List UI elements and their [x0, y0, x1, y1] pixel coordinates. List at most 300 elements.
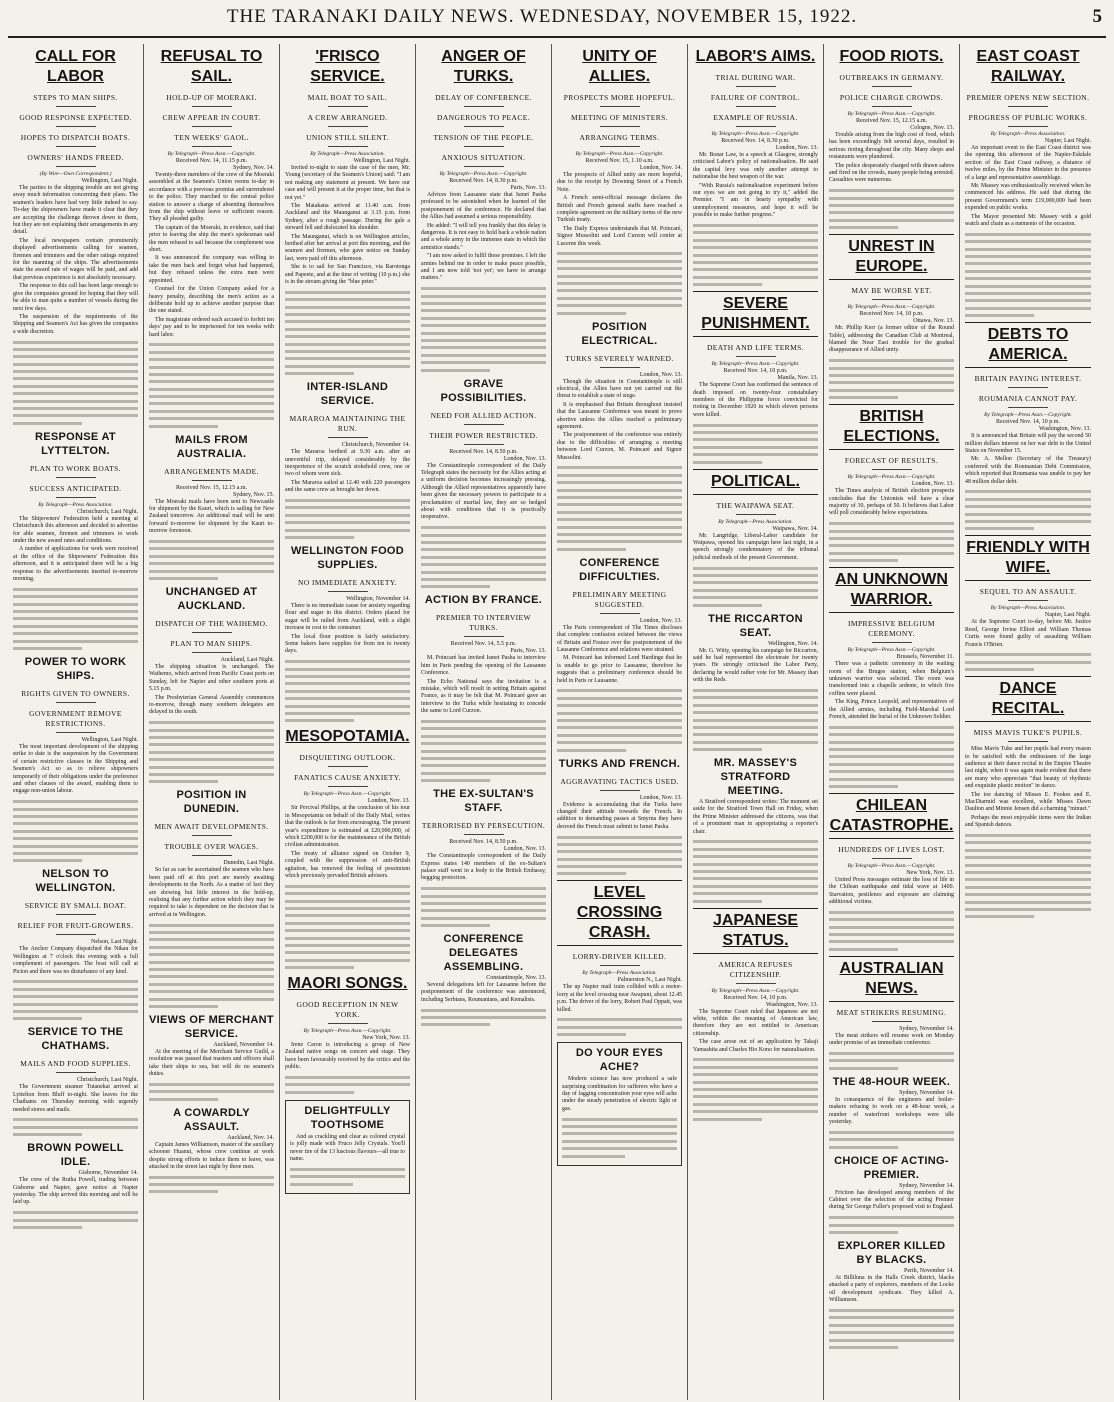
- illegible-text: [965, 233, 1091, 317]
- headline: EAST COAST RAILWAY.: [976, 48, 1080, 85]
- paragraph: "I am now asked to fulfil these promises. I left the armies behind me in order to make peace possible, and I am now told 'not yet'; we have to arrange matters.": [421, 253, 546, 282]
- text-line: [421, 295, 546, 298]
- illegible-text: [285, 499, 410, 539]
- article: [285, 974, 410, 1094]
- subheading: A CREW ARRANGED.: [285, 113, 410, 127]
- text-line: [13, 988, 138, 991]
- text-line: [557, 836, 682, 839]
- article: [557, 47, 682, 315]
- text-line: [829, 763, 954, 766]
- text-line: [421, 757, 546, 760]
- text-line: [829, 396, 898, 399]
- text-line: [149, 924, 274, 927]
- text-line: [421, 902, 546, 905]
- headline: THE EX-SULTAN'S STAFF.: [433, 788, 534, 815]
- subheading: RIGHTS GIVEN TO OWNERS.: [13, 689, 138, 703]
- paragraph: And as crackling and clear as colored crystal is jolly made with Fruco Jelly Crystals. You'll never tire of the 13 luscious flavours—all true to name.: [290, 1133, 405, 1163]
- credit-line: By Telegraph—Press Assn.—Copyright.: [984, 412, 1072, 419]
- text-line: [285, 668, 410, 671]
- illegible-text: [693, 224, 818, 286]
- text-line: [829, 911, 954, 914]
- text-line: [149, 1176, 274, 1179]
- headline: UNITY OF ALLIES.: [582, 48, 657, 85]
- text-line: [285, 343, 410, 346]
- dateline: Auckland, Last Night.: [220, 657, 274, 663]
- text-line: [149, 547, 274, 550]
- subheading: DISPATCH OF THE WAIHEMO.: [149, 619, 274, 633]
- illegible-text: [149, 1083, 274, 1101]
- text-line: [965, 520, 1091, 523]
- masthead-title: THE TARANAKI DAILY NEWS. WEDNESDAY, NOVEMBER 15, 1922.: [226, 6, 858, 27]
- headline: LABOR'S AIMS.: [695, 48, 816, 65]
- text-line: [829, 359, 954, 362]
- text-line: [557, 726, 682, 729]
- illegible-text: [421, 887, 546, 927]
- text-line: [693, 283, 762, 286]
- subheading: OUTBREAKS IN GERMANY.: [829, 73, 954, 87]
- article: [965, 47, 1091, 317]
- text-line: [421, 563, 546, 566]
- text-line: [829, 1309, 954, 1312]
- credit-line: By Telegraph—Press Assn.—Copyright.: [439, 171, 528, 177]
- text-line: [149, 931, 274, 934]
- text-line: [693, 604, 762, 607]
- illegible-text: [693, 424, 818, 464]
- text-line: [149, 562, 274, 565]
- subheading: DISQUIETING OUTLOOK.: [285, 753, 410, 767]
- text-line: [693, 741, 818, 744]
- text-line: [421, 361, 546, 364]
- article: [421, 932, 546, 1026]
- text-line: [965, 307, 1091, 310]
- subheading: FANATICS CAUSE ANXIETY.: [285, 773, 410, 787]
- headline: CHILEAN CATASTROPHE.: [829, 793, 954, 839]
- text-line: [557, 704, 682, 707]
- dateline: New York, Nov. 13.: [362, 1035, 410, 1042]
- received-line: Received Nov. 14, 10 p.m.: [723, 368, 788, 375]
- headline: POWER TO WORK SHIPS.: [24, 655, 127, 682]
- text-line: [13, 1010, 138, 1013]
- text-line: [829, 211, 954, 214]
- text-line: [693, 840, 818, 843]
- dateline: Ottawa, Nov. 13.: [913, 318, 954, 325]
- text-line: [693, 231, 818, 234]
- text-line: [557, 741, 682, 744]
- text-line: [693, 892, 818, 895]
- text-line: [557, 872, 626, 875]
- text-line: [562, 1118, 677, 1121]
- credit-line: By Telegraph—Press Association.: [582, 970, 657, 977]
- headline: JAPANESE STATUS.: [693, 908, 818, 954]
- paragraph: Sir Percival Phillips, at the conclusion of his tour in Mesopotamia on behalf of the Daily Mail, writes that the outlook is far from encouraging. The present year's expenditure is estimated at £20,000,000, of which £200,000 is for the maintenance of the British civilian administration.: [285, 805, 410, 849]
- article: [13, 1025, 138, 1136]
- text-line: [829, 1067, 898, 1070]
- text-line: [829, 741, 954, 744]
- headline: POSITION IN DUNEDIN.: [176, 789, 247, 816]
- text-line: [557, 511, 682, 514]
- text-line: [13, 1126, 138, 1129]
- text-line: [829, 778, 954, 781]
- subheading: MISS MAVIS TUKE'S PUPILS.: [965, 728, 1091, 742]
- illegible-text: [421, 526, 546, 588]
- text-line: [829, 1131, 954, 1134]
- page-number: 5: [1092, 6, 1102, 27]
- illegible-text: [562, 1118, 677, 1158]
- illegible-text: [965, 653, 1091, 671]
- subheading: MAILS AND FOOD SUPPLIES.: [13, 1059, 138, 1073]
- subheading: PLAN TO WORK BOATS.: [13, 464, 138, 478]
- text-line: [13, 980, 138, 983]
- paragraph: The Government steamer Tutanekai arrived at Lyttelton from Bluff to-night. She leaves for the Chathams on Thursday morning with urgently needed stores and mails.: [13, 1084, 138, 1113]
- text-line: [693, 1103, 818, 1106]
- dateline: Paris, Nov. 13.: [510, 648, 546, 655]
- paragraph: The Constantinople correspondent of the Daily Express states 140 members of the ex-Sultan's palace staff went in a body to the British Embassy, begging protection.: [421, 853, 546, 882]
- illegible-text: [557, 836, 682, 876]
- subheading: TERRORISED BY PERSECUTION.: [421, 821, 546, 835]
- paragraph: At the meeting of the Merchant Service Guild, a resolution was passed that masters and officers shall take their ships to sea, but will do no seamen's duties.: [149, 1048, 274, 1078]
- text-line: [557, 533, 682, 536]
- text-line: [13, 632, 138, 635]
- article: [421, 47, 546, 372]
- illegible-text: [13, 341, 138, 425]
- text-line: [557, 297, 682, 300]
- text-line: [693, 877, 818, 880]
- dateline: London, Nov. 13.: [639, 617, 682, 624]
- subheading: MEAT STRIKERS RESUMING.: [829, 1008, 954, 1022]
- text-line: [149, 358, 274, 361]
- text-line: [557, 518, 682, 521]
- credit-line: By Telegraph—Press Association.: [718, 518, 793, 525]
- subheading: SEQUEL TO AN ASSAULT.: [965, 587, 1091, 601]
- column: [688, 44, 824, 1400]
- article: [13, 655, 138, 862]
- text-line: [13, 1219, 138, 1222]
- headline: UNREST IN EUROPE.: [829, 234, 954, 280]
- headline: CONFERENCE DELEGATES ASSEMBLING.: [443, 933, 524, 974]
- text-line: [829, 530, 954, 533]
- text-line: [557, 712, 682, 715]
- paragraph: M. Poincaré has invited Ismet Pasha to interview him in Paris pending the opening of the Lausanne Conference.: [421, 655, 546, 677]
- text-line: [149, 983, 274, 986]
- paragraph: Mr. G. Witty, opening his campaign for Riccarton, said he had represented the electorate for twenty years. He strongly criticised the Labor Party, declaring he would rather vote for Mr. Massey than with the Reds.: [693, 647, 818, 684]
- paragraph: The Shipowners' Federation held a meeting at Christchurch this afternoon and decided to advertise for able seamen, firemen and trimmers to work under the new award rates and conditions.: [13, 515, 138, 545]
- received-line: Received Nov. 15, 1.10 a.m.: [585, 158, 654, 164]
- text-line: [13, 377, 138, 380]
- text-line: [421, 909, 546, 912]
- paragraph: So far as can be ascertained the seamen who have been paid off at this port are merely awaiting developments in the North. As a matter of fact they are showing but little interest in the hold-up, realising that any further action which they may be required to take is dependent on the decision that is arrived at in Wellington.: [149, 867, 274, 918]
- paragraph: The Mararoa berthed at 9.30 a.m. after an uneventful trip, delayed considerably by the inexperience of the scratch stokehold crew, one or two of whom were sick.: [285, 449, 410, 478]
- text-line: [693, 855, 818, 858]
- dateline: Sydney, November 14.: [899, 1182, 954, 1189]
- text-line: [285, 944, 410, 947]
- text-line: [285, 914, 410, 917]
- text-line: [693, 276, 818, 279]
- text-line: [421, 369, 490, 372]
- text-line: [557, 267, 682, 270]
- text-line: [149, 766, 274, 769]
- illegible-text: [149, 343, 274, 427]
- paragraph: The Daily Express understands that M. Poincaré, Signor Mussolini and Lord Curzon will confer at Lucerne this week.: [557, 225, 682, 247]
- dateline: Brussels, November 11.: [896, 654, 954, 661]
- article: [285, 380, 410, 539]
- paragraph: Mr. Phillip Kerr (a former editor of the Round Table), addressing the Canadian Club at Montreal, blamed the Near East trouble for the gradual disappearance of Allied unity.: [829, 325, 954, 354]
- text-line: [285, 719, 354, 722]
- paragraph: The suspension of the requirements of the Shipping and Seamen's Act has given the companies a wide discretion.: [13, 313, 138, 335]
- dateline: Napier, Last Night.: [1044, 612, 1091, 619]
- text-line: [421, 317, 546, 320]
- text-line: [285, 328, 410, 331]
- dateline: Washington, Nov. 13.: [766, 1001, 818, 1008]
- text-line: [965, 864, 1091, 867]
- text-line: [562, 1147, 677, 1150]
- text-line: [285, 892, 410, 895]
- text-line: [965, 653, 1091, 656]
- text-line: [285, 291, 410, 294]
- text-line: [557, 289, 682, 292]
- text-line: [693, 438, 818, 441]
- column: [280, 44, 416, 1400]
- credit-line: By Telegraph—Press Assn.—Copyright.: [847, 474, 936, 481]
- text-line: [13, 647, 82, 650]
- headline: ANGER OF TURKS.: [441, 48, 526, 85]
- article: [557, 880, 682, 1036]
- column: [8, 44, 144, 1400]
- illegible-text: [829, 189, 954, 229]
- illegible-text: [829, 522, 954, 562]
- text-line: [285, 929, 410, 932]
- illegible-text: [829, 726, 954, 788]
- text-line: [149, 953, 274, 956]
- dateline: Sydney, November 14.: [899, 1025, 954, 1032]
- text-line: [285, 357, 410, 360]
- dateline: Sydney, Nov. 15.: [232, 491, 274, 498]
- article: [829, 234, 954, 399]
- paragraph: M. Poincaré has informed Lord Hardinge that he is unable to go prior to Lausanne, therefore he suggests that a preliminary conference should be held in Paris or Lausanne.: [557, 655, 682, 684]
- text-line: [693, 224, 818, 227]
- paragraph: It is announced that Britain will pay the second 50 million dollars interest on her war debt to the United States on November 15.: [965, 433, 1091, 454]
- article: [693, 612, 818, 752]
- text-line: [965, 285, 1091, 288]
- text-line: [557, 489, 682, 492]
- text-line: [149, 998, 274, 1001]
- text-line: [965, 262, 1091, 265]
- dateline: New York, Nov. 13.: [906, 869, 954, 876]
- subheading: ARRANGING TERMS.: [557, 133, 682, 147]
- text-line: [693, 748, 762, 751]
- headline: REFUSAL TO SAIL.: [160, 48, 263, 85]
- illegible-text: [557, 689, 682, 751]
- text-line: [421, 526, 546, 529]
- illegible-text: [421, 720, 546, 782]
- text-line: [13, 370, 138, 373]
- text-line: [693, 870, 818, 873]
- text-line: [149, 975, 274, 978]
- text-line: [829, 1052, 954, 1055]
- subheading: MAY BE WORSE YET.: [829, 286, 954, 300]
- text-line: [693, 704, 818, 707]
- paragraph: There is no immediate cause for anxiety regarding flour and sugar in this district. Orders placed for sugar will be railed from Auckland, with a slight increase in cost to the consumer.: [285, 602, 410, 632]
- text-line: [285, 675, 410, 678]
- paragraph: A French semi-official message declares the British and French general staffs have reached a complete agreement on the military terms of the new Turkish treaty.: [557, 195, 682, 224]
- headline: CHOICE OF ACTING-PREMIER.: [834, 1154, 949, 1181]
- dateline: Wellington, Last Night.: [353, 158, 410, 164]
- article: [421, 787, 546, 927]
- illegible-text: [829, 1052, 954, 1070]
- article: [829, 47, 954, 229]
- credit-line: By Telegraph—Press Assn.—Copyright.: [303, 791, 392, 798]
- headline: NELSON TO WELLINGTON.: [35, 868, 116, 895]
- text-line: [693, 689, 818, 692]
- paragraph: Captain James Williamson, master of the auxiliary schooner Huanui, whose crew continue at work despite strong efforts to induce them to leave, was attacked in the street last night by three men.: [149, 1141, 274, 1170]
- paragraph: The prospects of Allied unity are more hopeful, due to the receipt by Downing Street of a French Note.: [557, 172, 682, 193]
- text-line: [829, 389, 954, 392]
- column: [416, 44, 552, 1400]
- text-line: [965, 299, 1091, 302]
- headline: 'FRISCO SERVICE.: [310, 48, 385, 85]
- subheading: EXAMPLE OF RUSSIA.: [693, 113, 818, 127]
- paragraph: The postponement of the conference was entirely due to the difficulties of arranging a meeting between Lord Curzon, M. Poincaré and Signor Mussolini.: [557, 432, 682, 461]
- text-line: [557, 466, 682, 469]
- paragraph: Modern science has now produced a safe surprising combination for sufferers who have a day of fagging concentration your eyes will ache under the steady penetration of electric light or gas.: [562, 1076, 677, 1112]
- paragraph: Invited to-night to state the case of the men, Mr. Young (secretary of the Seamen's Union) said: "I am not making any statement at present. We have our case and will present it at the proper time, but that is not yet.": [285, 165, 410, 201]
- credit-line: By Telegraph—Press Assn.—Copyright.: [711, 987, 800, 994]
- subheading: MEN AWAIT DEVELOPMENTS.: [149, 822, 274, 836]
- text-line: [421, 735, 546, 738]
- article: [693, 291, 818, 463]
- headline: A COWARDLY ASSAULT.: [173, 1106, 250, 1133]
- illegible-text: [13, 980, 138, 1020]
- text-line: [693, 848, 818, 851]
- paragraph: The most important development of the shipping strike to date is the suspension by the Government of certain restrictive clauses in the Shipping and Seamen's Act so as to relieve shipowners temporarily of their obligations under the preference and other clauses of the award, enabling them to engage non-union labour.: [13, 743, 138, 795]
- text-line: [693, 733, 818, 736]
- text-line: [557, 275, 682, 278]
- advertisement: [285, 1100, 410, 1194]
- text-line: [557, 850, 682, 853]
- article: [13, 430, 138, 650]
- illegible-text: [557, 1018, 682, 1036]
- subheading: THEIR POWER RESTRICTED.: [421, 431, 546, 445]
- text-line: [693, 1110, 818, 1113]
- masthead: [8, 6, 1106, 38]
- headline: THE RICCARTON SEAT.: [708, 612, 803, 639]
- paragraph: The treaty of alliance signed on October 9, coupled with the suppression of anti-British agitation, has removed the feeling of pessimism which previously pervaded British advisers.: [285, 850, 410, 879]
- text-line: [13, 625, 138, 628]
- subheading: IMPRESSIVE BELGIUM CEREMONY.: [829, 619, 954, 643]
- headline: BROWN POWELL IDLE.: [27, 1142, 124, 1169]
- text-line: [285, 705, 410, 708]
- text-line: [285, 937, 410, 940]
- illegible-text: [285, 660, 410, 722]
- headline: GRAVE POSSIBILITIES.: [440, 377, 527, 404]
- text-line: [149, 395, 274, 398]
- subheading: SERVICE BY SMALL BOAT.: [13, 901, 138, 915]
- text-line: [829, 559, 898, 562]
- text-line: [421, 779, 490, 782]
- text-line: [13, 815, 138, 818]
- text-line: [693, 453, 818, 456]
- article: [693, 756, 818, 903]
- text-line: [421, 750, 546, 753]
- text-line: [149, 780, 218, 783]
- paragraph: It is emphasised that Britain throughout insisted that the Lausanne Conference was meant to prove abortive unless the Allies reached a preliminary agreement.: [557, 401, 682, 431]
- article: [557, 556, 682, 752]
- headline: RESPONSE AT LYTTELTON.: [35, 430, 116, 457]
- article: [13, 1141, 138, 1229]
- text-line: [829, 522, 954, 525]
- text-line: [693, 581, 818, 584]
- paragraph: There was a pathetic ceremony in the waiting room of the Bruges station, when Belgium's unknown warrior was selected. The room was transformed into a chapelle ardente, in which five coffins were placed.: [829, 661, 954, 697]
- dateline: Washington, Nov. 13.: [1039, 426, 1091, 433]
- received-line: Received Nov. 14, 5.5 p.m.: [450, 641, 517, 648]
- text-line: [557, 252, 682, 255]
- text-line: [965, 668, 1034, 671]
- text-line: [829, 726, 954, 729]
- text-line: [557, 843, 682, 846]
- dateline: Palmerston N., Last Night.: [617, 977, 682, 984]
- text-line: [13, 822, 138, 825]
- headline: DANCE RECITAL.: [965, 676, 1091, 722]
- paragraph: Evidence is accumulating that the Turks have changed their attitude towards the French. In addition to demanding passes at Smyrna they have decreed the French must submit to Ismet Pasha.: [557, 801, 682, 830]
- subheading: HUNDREDS OF LIVES LOST.: [829, 845, 954, 859]
- text-line: [693, 1088, 818, 1091]
- received-line: Received Nov. 14, 8.30 p.m.: [721, 138, 790, 144]
- headline: FRIENDLY WITH WIFE.: [965, 535, 1091, 581]
- text-line: [149, 540, 274, 543]
- advertisement: [557, 1042, 682, 1166]
- text-line: [965, 270, 1091, 273]
- text-line: [965, 893, 1091, 896]
- paragraph: The crew of the Rutha Powell, trading between Gisborne and Napier, gave notice at Napier yesterday. The ship arrived this morning and will be laid up.: [13, 1177, 138, 1206]
- column: [144, 44, 280, 1400]
- text-line: [13, 603, 138, 606]
- illegible-text: [421, 1009, 546, 1027]
- article: [421, 377, 546, 589]
- text-line: [965, 878, 1091, 881]
- dateline: Christchurch, Last Night.: [77, 508, 138, 515]
- credit-line: By Telegraph—Press Assn.—Copyright.: [711, 131, 800, 137]
- subheading: ROUMANIA CANNOT PAY.: [965, 394, 1091, 408]
- text-line: [149, 388, 274, 391]
- text-line: [149, 968, 274, 971]
- subheading: GOVERNMENT REMOVE RESTRICTIONS.: [13, 709, 138, 733]
- headline: DO YOUR EYES ACHE?: [575, 1047, 664, 1074]
- dateline: Gisborne, November 14.: [78, 1170, 138, 1177]
- illegible-text: [149, 924, 274, 1008]
- text-line: [149, 1005, 218, 1008]
- text-line: [693, 254, 818, 257]
- subheading: ANXIOUS SITUATION.: [421, 153, 546, 167]
- illegible-text: [13, 1211, 138, 1229]
- paragraph: The Constantinople correspondent of the Daily Telegraph states the necessity for the Allies acting at a uniform decision becomes increasingly pressing. Although the Allied representatives apparently have been given the necessary powers to participate in a proclamation of martial law, they are so hedged about with conditions that it is practically inoperative.: [421, 462, 546, 521]
- subheading: POLICE CHARGE CROWDS.: [829, 93, 954, 107]
- paragraph: The toe dancing of Misses E. Fookes and E. MacDiarmid was excellent, while Misses Dawn Daulton and Minnie Jensen did a charming "minuet.": [965, 791, 1091, 813]
- text-line: [557, 1033, 626, 1036]
- subheading: AGGRAVATING TACTICS USED.: [557, 777, 682, 791]
- text-line: [13, 348, 138, 351]
- headline: UNCHANGED AT AUCKLAND.: [165, 586, 258, 612]
- text-line: [965, 841, 1091, 844]
- article: [829, 956, 954, 1070]
- headline: WELLINGTON FOOD SUPPLIES.: [290, 544, 405, 571]
- text-line: [693, 900, 762, 903]
- dateline: Auckland, November 14.: [213, 1041, 274, 1048]
- text-line: [149, 425, 218, 428]
- text-line: [829, 926, 954, 929]
- text-line: [965, 498, 1091, 501]
- received-line: Received Nov. 14, 11.15 p.m.: [175, 158, 248, 164]
- text-line: [149, 343, 274, 346]
- text-line: [149, 1090, 274, 1093]
